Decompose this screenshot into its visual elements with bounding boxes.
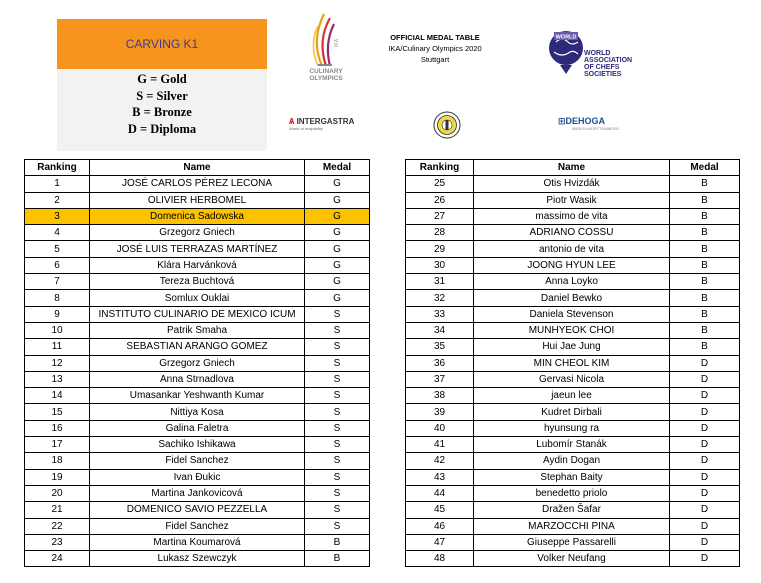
table-row	[406, 388, 740, 404]
official-title-block	[380, 32, 490, 65]
table-row	[406, 420, 740, 436]
name-cell: Tereza Buchtová	[90, 274, 305, 290]
legend-silver: S = Silver	[136, 88, 188, 103]
name-cell: Somlux Ouklai	[90, 290, 305, 306]
medal-cell: D	[670, 485, 740, 501]
table-row	[25, 453, 370, 469]
medal-cell: S	[305, 322, 370, 338]
ranking-cell: 32	[406, 290, 474, 306]
medal-cell: S	[305, 469, 370, 485]
name-cell: Piotr Wasik	[474, 192, 670, 208]
ranking-cell: 21	[25, 502, 90, 518]
table-row	[25, 371, 370, 387]
ranking-cell: 23	[25, 534, 90, 550]
table-row	[406, 290, 740, 306]
medal-cell: D	[670, 404, 740, 420]
name-cell: Daniela Stevenson	[474, 306, 670, 322]
column-name: Name	[474, 160, 670, 176]
medal-cell: S	[305, 306, 370, 322]
association-seal-icon	[433, 111, 461, 139]
ranking-cell: 22	[25, 518, 90, 534]
name-cell: Stephan Baity	[474, 469, 670, 485]
name-cell: MARZOCCHI PINA	[474, 518, 670, 534]
name-cell: Dražen Šafar	[474, 502, 670, 518]
name-cell: jaeun lee	[474, 388, 670, 404]
table-row	[25, 485, 370, 501]
name-cell: Giuseppe Passarelli	[474, 534, 670, 550]
medal-cell: B	[305, 551, 370, 567]
table-row	[406, 485, 740, 501]
table-row	[25, 437, 370, 453]
name-cell: Anna Loyko	[474, 274, 670, 290]
name-cell: Hui Jae Jung	[474, 339, 670, 355]
medal-cell: G	[305, 225, 370, 241]
name-cell: Ivan Đukic	[90, 469, 305, 485]
ranking-cell: 44	[406, 485, 474, 501]
table-row	[25, 420, 370, 436]
medal-cell: S	[305, 453, 370, 469]
medal-cell: B	[670, 176, 740, 192]
ranking-cell: 16	[25, 420, 90, 436]
medal-cell: B	[670, 208, 740, 224]
medal-cell: B	[670, 339, 740, 355]
medal-cell: S	[305, 355, 370, 371]
ranking-cell: 43	[406, 469, 474, 485]
table-row	[406, 176, 740, 192]
table-header-row	[406, 160, 740, 176]
medal-cell: S	[305, 388, 370, 404]
table-row	[25, 388, 370, 404]
official-subtitle: IKA/Culinary Olympics 2020	[388, 44, 482, 53]
intergastra-logo: Ѧ INTERGASTRA	[289, 117, 355, 126]
name-cell: Grzegorz Gniech	[90, 355, 305, 371]
name-cell: SEBASTIAN ARANGO GOMEZ	[90, 339, 305, 355]
medal-cell: S	[305, 502, 370, 518]
ranking-cell: 12	[25, 355, 90, 371]
ranking-cell: 25	[406, 176, 474, 192]
column-name: Name	[90, 160, 305, 176]
table-row	[406, 241, 740, 257]
ranking-cell: 45	[406, 502, 474, 518]
ranking-cell: 29	[406, 241, 474, 257]
table-row	[406, 404, 740, 420]
name-cell: hyunsung ra	[474, 420, 670, 436]
ranking-cell: 38	[406, 388, 474, 404]
medal-cell: D	[670, 388, 740, 404]
ranking-cell: 46	[406, 518, 474, 534]
medal-cell: D	[670, 355, 740, 371]
medal-cell: S	[305, 518, 370, 534]
legend-diploma: D = Diploma	[127, 121, 197, 136]
medal-cell: G	[305, 208, 370, 224]
column-ranking: Ranking	[25, 160, 90, 176]
table-row	[25, 404, 370, 420]
ranking-cell: 19	[25, 469, 90, 485]
medal-cell: D	[670, 534, 740, 550]
name-cell: Grzegorz Gniech	[90, 225, 305, 241]
ranking-cell: 17	[25, 437, 90, 453]
medal-legend	[57, 71, 267, 137]
medal-cell: B	[670, 257, 740, 273]
event-title: CARVING K1	[125, 37, 199, 51]
table-row	[25, 469, 370, 485]
ranking-cell: 40	[406, 420, 474, 436]
medal-cell: B	[670, 225, 740, 241]
medal-cell: B	[670, 322, 740, 338]
name-cell: Patrik Smaha	[90, 322, 305, 338]
table-row	[25, 551, 370, 567]
name-cell: massimo de vita	[474, 208, 670, 224]
official-title: OFFICIAL MEDAL TABLE	[390, 33, 480, 42]
ranking-cell: 35	[406, 339, 474, 355]
table-row	[406, 469, 740, 485]
ranking-cell: 8	[25, 290, 90, 306]
medal-cell: D	[670, 371, 740, 387]
table-row	[25, 518, 370, 534]
name-cell: JOSÉ CARLOS PÉREZ LECONA	[90, 176, 305, 192]
table-row	[25, 534, 370, 550]
table-row	[25, 502, 370, 518]
name-cell: Sachiko Ishikawa	[90, 437, 305, 453]
medal-cell: G	[305, 257, 370, 273]
table-row	[25, 257, 370, 273]
medal-cell: D	[670, 469, 740, 485]
intergastra-icon: Ѧ	[289, 117, 295, 126]
event-panel	[57, 19, 267, 151]
medal-cell: B	[670, 241, 740, 257]
table-row	[406, 322, 740, 338]
ranking-cell: 20	[25, 485, 90, 501]
ranking-cell: 42	[406, 453, 474, 469]
table-row	[25, 241, 370, 257]
table-row	[25, 339, 370, 355]
medal-cell: S	[305, 420, 370, 436]
column-ranking: Ranking	[406, 160, 474, 176]
medal-cell: S	[305, 404, 370, 420]
medal-cell: G	[305, 192, 370, 208]
name-cell: DOMENICO SAVIO PEZZELLA	[90, 502, 305, 518]
ranking-cell: 24	[25, 551, 90, 567]
name-cell: Kudret Dirbali	[474, 404, 670, 420]
ranking-cell: 5	[25, 241, 90, 257]
ranking-cell: 1	[25, 176, 90, 192]
medal-cell: S	[305, 437, 370, 453]
table-row	[406, 518, 740, 534]
dehoga-logo: ⊞DEHOGA	[558, 116, 606, 126]
column-medal: Medal	[670, 160, 740, 176]
dehoga-tagline: BADEN-WÜRTTEMBERG	[572, 126, 619, 131]
ranking-cell: 31	[406, 274, 474, 290]
medal-cell: G	[305, 290, 370, 306]
medal-cell: S	[305, 485, 370, 501]
table-row	[25, 176, 370, 192]
culinary-ika-mark: IKA	[334, 38, 341, 48]
name-cell: MIN CHEOL KIM	[474, 355, 670, 371]
table-row	[406, 225, 740, 241]
name-cell: OLIVIER HERBOMEL	[90, 192, 305, 208]
name-cell: benedetto priolo	[474, 485, 670, 501]
name-cell: Anna Strnadlova	[90, 371, 305, 387]
ranking-cell: 13	[25, 371, 90, 387]
medal-cell: G	[305, 176, 370, 192]
name-cell: Galina Faletra	[90, 420, 305, 436]
medal-cell: B	[670, 290, 740, 306]
column-medal: Medal	[305, 160, 370, 176]
table-row	[25, 208, 370, 224]
ranking-cell: 11	[25, 339, 90, 355]
medal-cell: D	[670, 518, 740, 534]
name-cell: Lukasz Szewczyk	[90, 551, 305, 567]
ranking-cell: 28	[406, 225, 474, 241]
name-cell: Volker Neufang	[474, 551, 670, 567]
culinary-olympics-wordmark: CULINARY OLYMPICS	[309, 68, 343, 82]
medal-cell: D	[670, 453, 740, 469]
table-row	[406, 274, 740, 290]
name-cell: Martina Koumarová	[90, 534, 305, 550]
name-cell: Nittiya Kosa	[90, 404, 305, 420]
name-cell: Gervasi Nicola	[474, 371, 670, 387]
table-row	[25, 322, 370, 338]
official-location: Stuttgart	[420, 55, 450, 64]
medal-cell: B	[670, 306, 740, 322]
ranking-cell: 4	[25, 225, 90, 241]
table-row	[406, 192, 740, 208]
ranking-cell: 36	[406, 355, 474, 371]
table-row	[25, 306, 370, 322]
medal-cell: G	[305, 241, 370, 257]
medal-table-left	[24, 159, 370, 567]
ranking-cell: 41	[406, 437, 474, 453]
table-row	[406, 355, 740, 371]
ranking-cell: 26	[406, 192, 474, 208]
table-row	[406, 339, 740, 355]
ranking-cell: 3	[25, 208, 90, 224]
table-row	[25, 225, 370, 241]
table-row	[25, 192, 370, 208]
ranking-cell: 14	[25, 388, 90, 404]
table-row	[406, 551, 740, 567]
ranking-cell: 39	[406, 404, 474, 420]
table-row	[406, 453, 740, 469]
ranking-cell: 34	[406, 322, 474, 338]
name-cell: Lubomír Stanák	[474, 437, 670, 453]
wacs-badge-label: WORLD	[555, 34, 577, 41]
medal-cell: S	[305, 371, 370, 387]
table-row	[406, 208, 740, 224]
medal-cell: B	[670, 192, 740, 208]
name-cell: ADRIANO COSSU	[474, 225, 670, 241]
ranking-cell: 6	[25, 257, 90, 273]
ranking-cell: 47	[406, 534, 474, 550]
medal-cell: S	[305, 339, 370, 355]
ranking-cell: 2	[25, 192, 90, 208]
medal-cell: D	[670, 502, 740, 518]
medal-cell: D	[670, 437, 740, 453]
ranking-cell: 10	[25, 322, 90, 338]
medal-cell: G	[305, 274, 370, 290]
table-row	[406, 257, 740, 273]
medal-cell: D	[670, 551, 740, 567]
name-cell: Martina Jankovicová	[90, 485, 305, 501]
dehoga-icon: ⊞	[558, 116, 566, 126]
ranking-cell: 33	[406, 306, 474, 322]
table-row	[406, 502, 740, 518]
table-row	[406, 371, 740, 387]
name-cell: Aydin Dogan	[474, 453, 670, 469]
legend-bronze: B = Bronze	[132, 105, 192, 119]
table-row	[25, 355, 370, 371]
medal-cell: D	[670, 420, 740, 436]
table-row	[406, 437, 740, 453]
intergastra-tagline: World of hospitality	[289, 126, 323, 131]
name-cell: Daniel Bewko	[474, 290, 670, 306]
ranking-cell: 15	[25, 404, 90, 420]
event-title-bar	[57, 19, 267, 69]
ranking-cell: 37	[406, 371, 474, 387]
name-cell: Domenica Sadowska	[90, 208, 305, 224]
table-row	[25, 274, 370, 290]
name-cell: Klára Harvánková	[90, 257, 305, 273]
table-row	[25, 290, 370, 306]
name-cell: INSTITUTO CULINARIO DE MEXICO ICUM	[90, 306, 305, 322]
ranking-cell: 18	[25, 453, 90, 469]
name-cell: JOSÉ LUIS TERRAZAS MARTÍNEZ	[90, 241, 305, 257]
medal-cell: B	[670, 274, 740, 290]
name-cell: Fidel Sanchez	[90, 518, 305, 534]
legend-gold: G = Gold	[137, 72, 187, 86]
name-cell: Fidel Sanchez	[90, 453, 305, 469]
ranking-cell: 48	[406, 551, 474, 567]
name-cell: antonio de vita	[474, 241, 670, 257]
name-cell: JOONG HYUN LEE	[474, 257, 670, 273]
table-row	[406, 306, 740, 322]
name-cell: Otis Hvizdák	[474, 176, 670, 192]
ranking-cell: 30	[406, 257, 474, 273]
name-cell: Umasankar Yeshwanth Kumar	[90, 388, 305, 404]
name-cell: MUNHYEOK CHOI	[474, 322, 670, 338]
ranking-cell: 9	[25, 306, 90, 322]
medal-cell: B	[305, 534, 370, 550]
wacs-wordmark: WORLD ASSOCIATION OF CHEFS SOCIETIES	[584, 50, 633, 78]
ranking-cell: 7	[25, 274, 90, 290]
medal-table-right	[405, 159, 740, 567]
ranking-cell: 27	[406, 208, 474, 224]
table-header-row	[25, 160, 370, 176]
table-row	[406, 534, 740, 550]
